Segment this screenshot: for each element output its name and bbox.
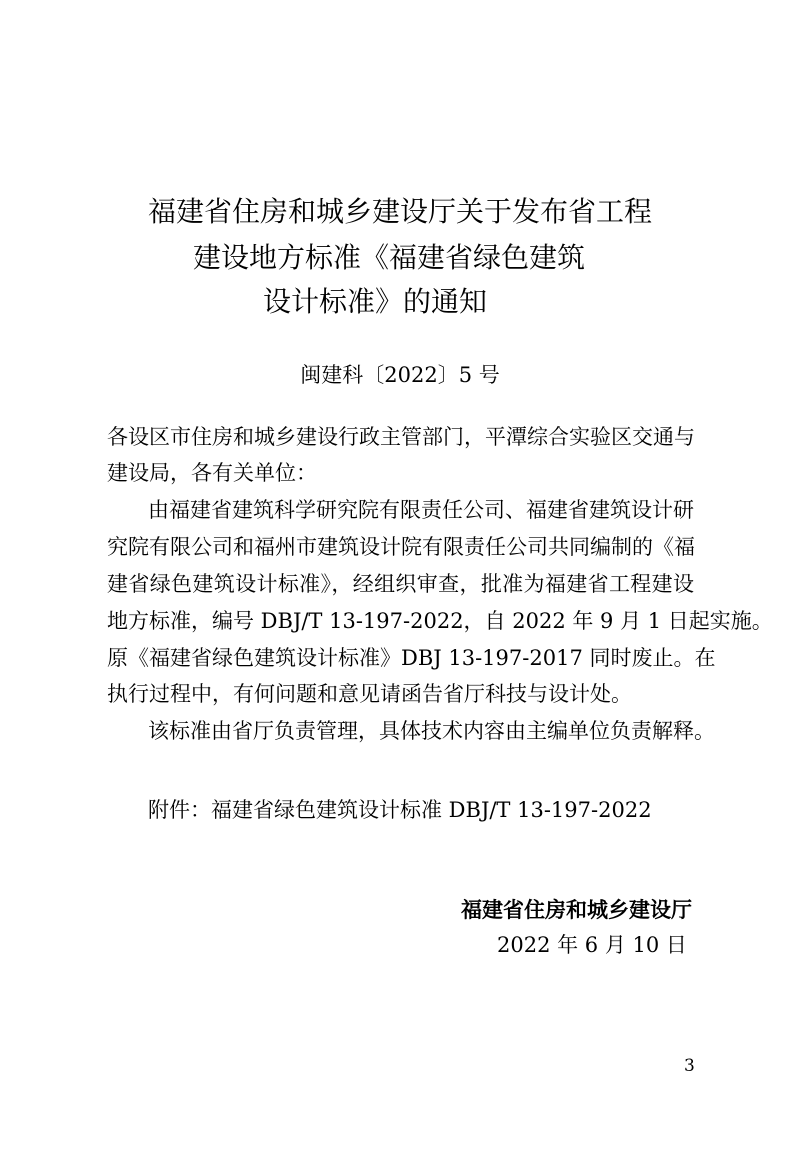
issuer-signature: 福建省住房和城乡建设厅	[461, 897, 692, 922]
paragraph1-line-5: 原《福建省绿色建筑设计标准》DBJ 13-197-2017 同时废止。在	[107, 646, 716, 670]
paragraph1-line-4: 地方标准，编号 DBJ/T 13-197-2022，自 2022 年 9 月 1 日起实施。	[107, 609, 773, 633]
paragraph1-line-2: 究院有限公司和福州市建筑设计院有限责任公司共同编制的《福	[107, 535, 695, 559]
page-number: 3	[684, 1056, 695, 1076]
salutation-line-1: 各设区市住房和城乡建设行政主管部门，平潭综合实验区交通与	[107, 425, 695, 449]
attachment-note: 附件：福建省绿色建筑设计标准 DBJ/T 13-197-2022	[148, 798, 652, 822]
paragraph1-line-1: 由福建省建筑科学研究院有限责任公司、福建省建筑设计研	[148, 498, 694, 522]
title-line-1: 福建省住房和城乡建设厅关于发布省工程	[148, 195, 653, 228]
issue-date: 2022 年 6 月 10 日	[497, 933, 687, 957]
paragraph1-line-6: 执行过程中，有何问题和意见请函告省厅科技与设计处。	[107, 682, 632, 706]
title-line-3: 设计标准》的通知	[263, 285, 488, 318]
document-number: 闽建科〔2022〕5 号	[300, 363, 500, 387]
paragraph1-line-3: 建省绿色建筑设计标准》，经组织审查，批准为福建省工程建设	[107, 572, 694, 596]
salutation-line-2: 建设局，各有关单位：	[107, 461, 317, 485]
title-line-2: 建设地方标准《福建省绿色建筑	[193, 241, 586, 274]
paragraph2: 该标准由省厅负责管理，具体技术内容由主编单位负责解释。	[148, 719, 715, 743]
